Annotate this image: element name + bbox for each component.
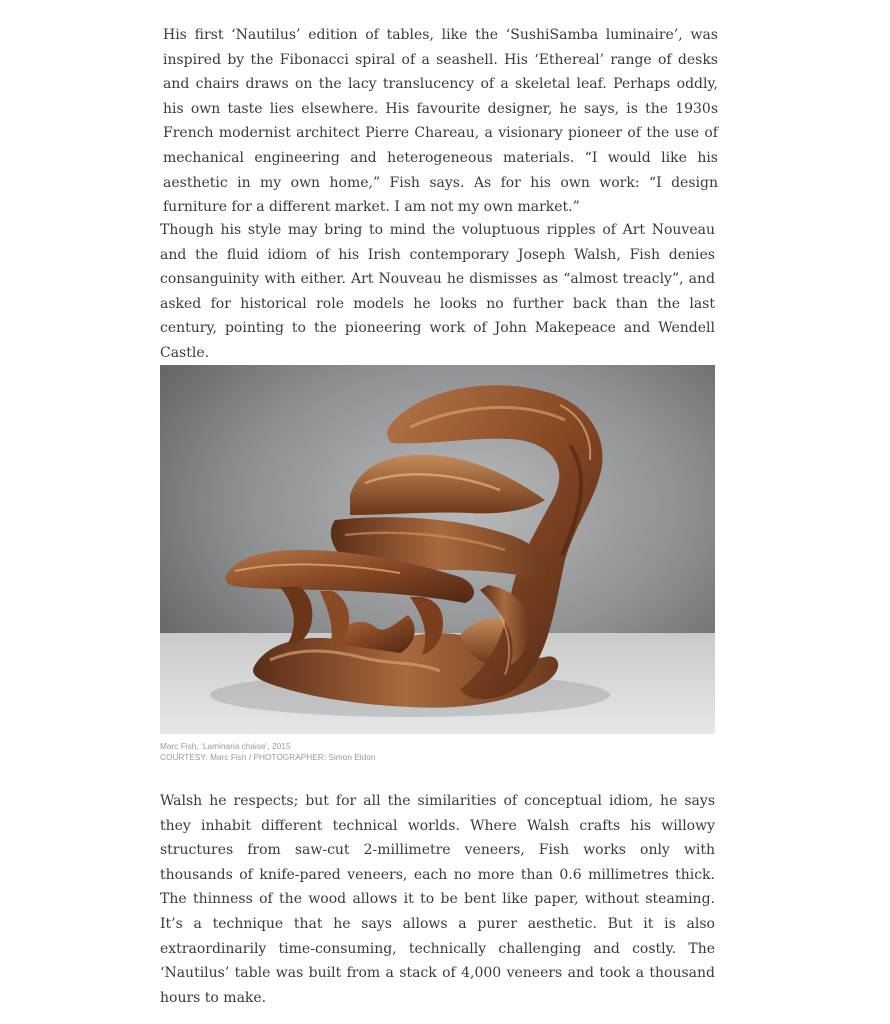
sculpture-photo: [160, 365, 715, 734]
article-paragraph-1: His first ‘Nautilus’ edition of tables, like the ‘SushiSamba luminaire’, was inspired by the Fibonacci spiral of a seashell. His ‘Ethereal’ range of desks and chairs draws on the lacy translucency of a skeletal leaf. Perhaps oddly, his own taste lies elsewhere. His favourite designer, he says, is the 1930s French modernist architect Pierre Chareau, a visionary pioneer of the use of mechanical engineering and heterogeneous materials. “I would like his aesthetic in my own home,” Fish says. As for his own work: “I design furniture for a different market. I am not my own market.”: [163, 27, 718, 216]
article-paragraph-2: Though his style may bring to mind the voluptuous ripples of Art Nouveau and the fluid idiom of his Irish contemporary Joseph Walsh, Fish denies consanguinity with either. Art Nouveau he dismisses as “almost treacly”, and asked for historical role models he looks no further back than the last century, pointing to the pioneering work of John Makepeace and Wendell Castle.: [160, 222, 715, 361]
caption-title: Marc Fish, ‘Laminaria chaise’, 2015: [160, 741, 291, 751]
photo-caption: [160, 741, 715, 763]
caption-credit: COURTESY: Marc Fish / PHOTOGRAPHER: Simon Eldon: [160, 752, 376, 762]
article-paragraph-3: Walsh he respects; but for all the similarities of conceptual idiom, he says they inhabit different technical worlds. Where Walsh crafts his willowy structures from saw-cut 2-millimetre veneers, Fish works only with thousands of knife-pared veneers, each no more than 0.6 millimetres thick. The thinness of the wood allows it to be bent like paper, without steaming. It’s a technique that he says allows a purer aesthetic. But it is also extraordinarily time-consuming, technically challenging and costly. The ‘Nautilus’ table was built from a stack of 4,000 veneers and took a thousand hours to make.: [160, 793, 715, 1006]
